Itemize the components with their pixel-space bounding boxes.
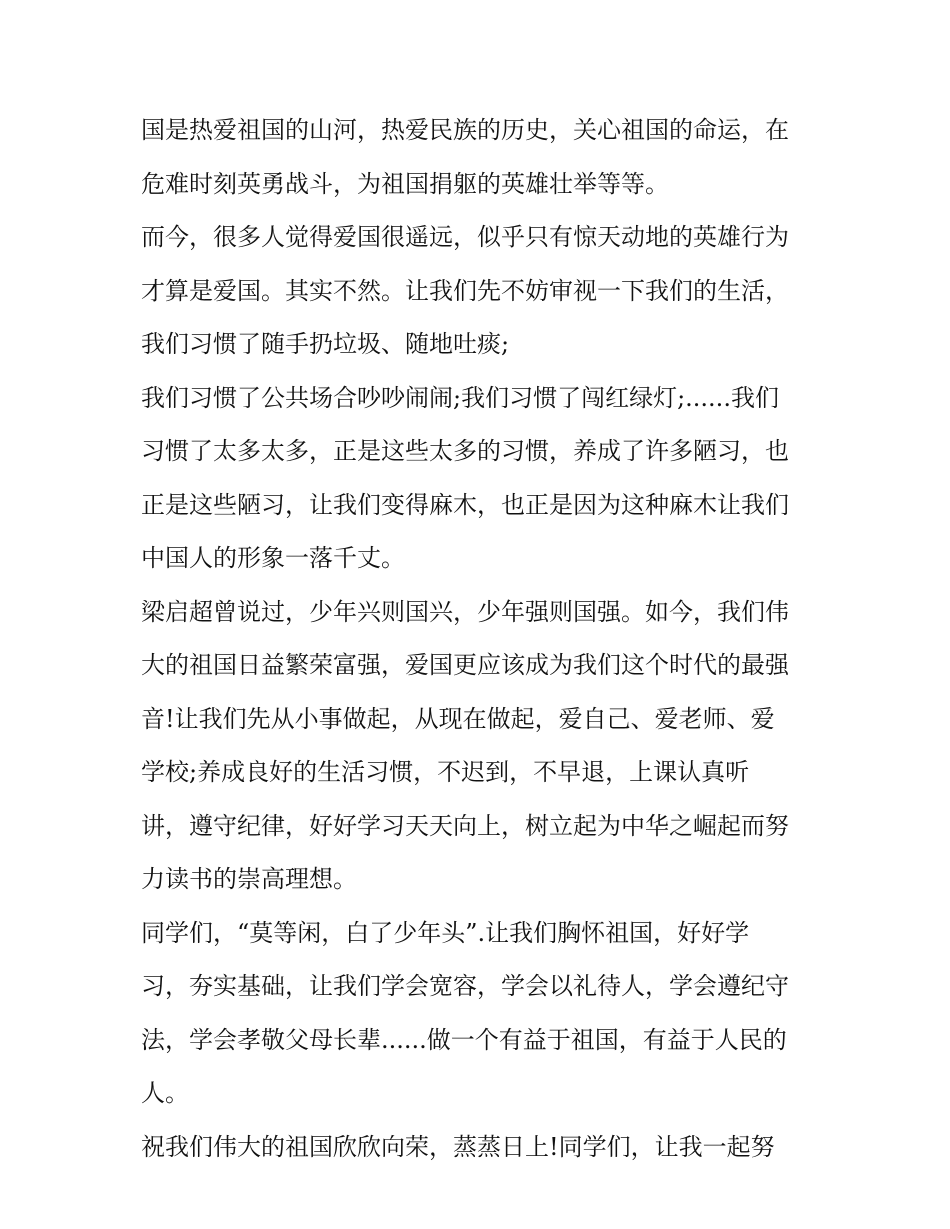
text-line: 我们习惯了公共场合吵吵闹闹;我们习惯了闯红绿灯;......我们 xyxy=(141,383,779,412)
text-line: 习，夯实基础，让我们学会宽容，学会以礼待人，学会遵纪守 xyxy=(141,972,789,1000)
text-line: 同学们，“莫等闲，白了少年头”.让我们胸怀祖国，好好学 xyxy=(141,918,750,947)
text-line: 我们习惯了随手扔垃圾、随地吐痰; xyxy=(141,330,510,358)
text-line: 学校;养成良好的生活习惯，不迟到，不早退，上课认真听 xyxy=(141,758,750,786)
text-line: 国是热爱祖国的山河，热爱民族的历史，关心祖国的命运，在 xyxy=(141,116,789,144)
text-line: 大的祖国日益繁荣富强，爱国更应该成为我们这个时代的最强 xyxy=(141,651,789,679)
text-line: 力读书的崇高理想。 xyxy=(141,865,357,893)
text-line: 音!让我们先从小事做起，从现在做起，爱自己、爱老师、爱 xyxy=(141,704,775,733)
text-line: 法，学会孝敬父母长辈......做一个有益于祖国，有益于人民的 xyxy=(141,1025,787,1054)
text-line: 中国人的形象一落千丈。 xyxy=(141,544,405,572)
text-line: 危难时刻英勇战斗，为祖国捐躯的英雄壮举等等。 xyxy=(141,169,669,198)
text-line: 讲，遵守纪律，好好学习天天向上，树立起为中华之崛起而努 xyxy=(141,811,789,840)
text-line: 正是这些陋习，让我们变得麻木，也正是因为这种麻木让我们 xyxy=(141,490,789,519)
body-text xyxy=(141,104,821,1174)
text-line: 才算是爱国。其实不然。让我们先不妨审视一下我们的生活， xyxy=(141,276,789,305)
text-line: 而今，很多人觉得爱国很遥远，似乎只有惊天动地的英雄行为 xyxy=(141,223,789,251)
text-line: 人。 xyxy=(141,1079,189,1107)
text-line: 祝我们伟大的祖国欣欣向荣，蒸蒸日上!同学们，让我一起努 xyxy=(141,1132,775,1161)
text-line: 习惯了太多太多，正是这些太多的习惯，养成了许多陋习，也 xyxy=(141,437,789,465)
text-line: 梁启超曾说过，少年兴则国兴，少年强则国强。如今，我们伟 xyxy=(141,597,789,626)
